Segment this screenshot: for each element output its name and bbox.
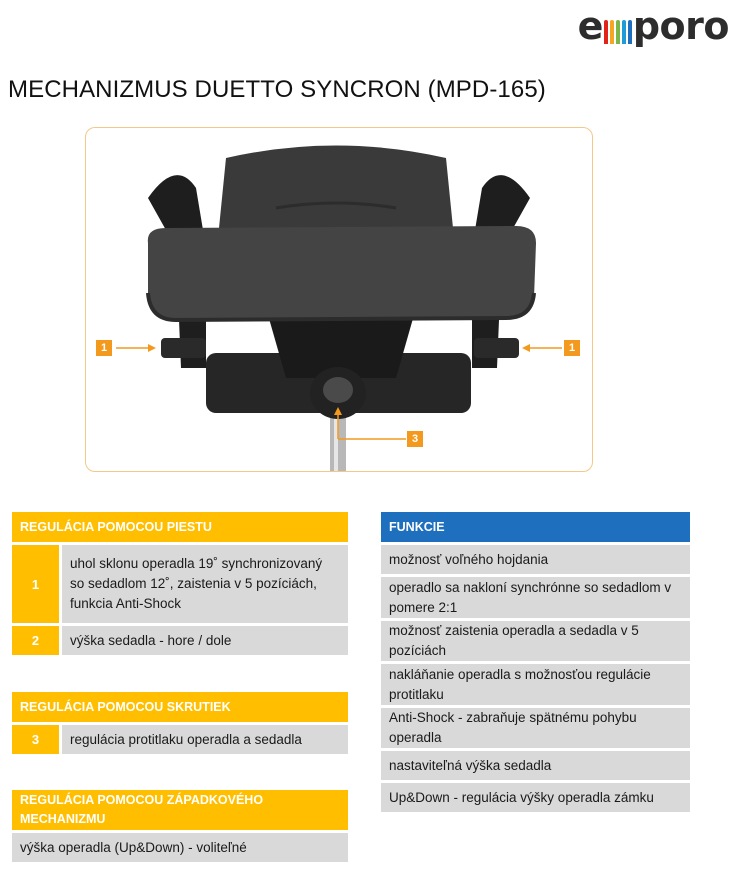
row-number: 2 — [12, 626, 59, 655]
skrutiek-header: REGULÁCIA POMOCOU SKRUTIEK — [12, 692, 348, 722]
function-text: operadlo sa nakloní synchrónne so sedadlom v pomere 2:1 — [381, 577, 690, 618]
function-text: možnosť zaistenia operadla a sedadla v 5 pozíciách — [381, 621, 690, 661]
function-text: Up&Down - regulácia výšky operadla zámku — [381, 783, 690, 812]
function-text: možnosť voľného hojdania — [381, 545, 690, 574]
list-item — [381, 577, 690, 618]
function-text: Anti-Shock - zabraňuje spätnému pohybu operadla — [381, 708, 690, 748]
row-number: 3 — [12, 725, 59, 754]
list-item — [381, 751, 690, 780]
piest-table — [12, 512, 348, 655]
row-text: regulácia protitlaku operadla a sedadla — [62, 725, 348, 754]
function-text: nastaviteľná výška sedadla — [381, 751, 690, 780]
list-item — [381, 708, 690, 748]
table-row — [12, 833, 348, 862]
logo-stripes — [604, 8, 632, 44]
marker-1-right: 1 — [564, 340, 580, 356]
list-item — [381, 783, 690, 812]
row-text: uhol sklonu operadla 19˚ synchronizovaný so sedadlom 12˚, zaistenia v 5 pozíciách, funkcia Anti-Shock — [62, 545, 348, 623]
logo-suffix: poro — [632, 4, 729, 48]
table-row — [12, 626, 348, 655]
page-title: MECHANIZMUS DUETTO SYNCRON (MPD-165) — [8, 76, 546, 103]
list-item — [381, 545, 690, 574]
brand-logo — [578, 4, 729, 48]
function-text: nakláňanie operadla s možnosťou regulácie protitlaku — [381, 664, 690, 705]
zapadkoveho-header: REGULÁCIA POMOCOU ZÁPADKOVÉHO MECHANIZMU — [12, 790, 348, 830]
list-item — [381, 621, 690, 661]
marker-1-left: 1 — [96, 340, 112, 356]
row-text: výška operadla (Up&Down) - voliteľné — [12, 833, 348, 862]
chair-photo — [85, 127, 593, 472]
table-row — [12, 725, 348, 754]
piest-header: REGULÁCIA POMOCOU PIESTU — [12, 512, 348, 542]
row-number: 1 — [12, 545, 59, 623]
marker-3: 3 — [407, 431, 423, 447]
zapadkoveho-table — [12, 790, 348, 862]
funkcie-table — [381, 512, 690, 812]
table-row — [12, 545, 348, 623]
row-text: výška sedadla - hore / dole — [62, 626, 348, 655]
funkcie-header: FUNKCIE — [381, 512, 690, 542]
logo-prefix: e — [577, 4, 603, 48]
list-item — [381, 664, 690, 705]
chair-illustration — [86, 128, 592, 471]
skrutiek-table — [12, 692, 348, 754]
